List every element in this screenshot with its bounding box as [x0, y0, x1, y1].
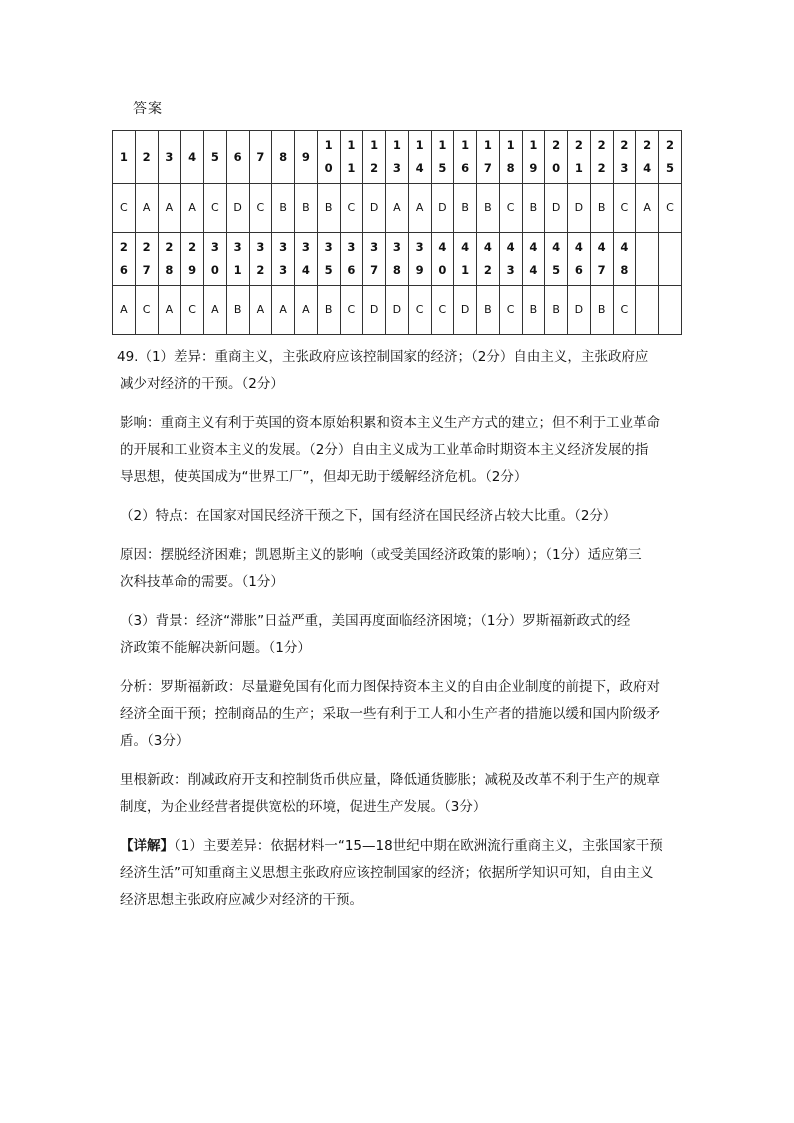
- answer-letter-cell: A: [181, 184, 204, 233]
- question-number-digit: 2: [665, 138, 674, 152]
- question-number-digit: 3: [233, 240, 242, 254]
- question-number-cell: [477, 233, 500, 286]
- question-number-cell: [568, 131, 591, 184]
- question-number-digit: 0: [552, 161, 561, 175]
- answer-letter-cell: C: [499, 286, 522, 335]
- question-number-digit: 2: [188, 240, 197, 254]
- question-number-digit: 0: [210, 263, 219, 277]
- answer-letter-cell: D: [568, 184, 591, 233]
- answer-letter-cell: D: [454, 286, 477, 335]
- question-number-digit: 7: [142, 263, 151, 277]
- question-number-digit: 8: [392, 263, 401, 277]
- question-number-digit: 3: [165, 149, 174, 164]
- answer-letter-cell: A: [158, 184, 181, 233]
- question-number-digit: 8: [506, 161, 515, 175]
- question-number-digit: 2: [119, 240, 128, 254]
- question-number-cell: [636, 233, 659, 286]
- question-number-digit: 1: [324, 138, 333, 152]
- question-number-cell: [226, 233, 249, 286]
- answer-letter-cell: B: [226, 286, 249, 335]
- question-number-digit: 2: [256, 263, 265, 277]
- question-number-digit: 2: [574, 138, 583, 152]
- question-number-digit: 2: [643, 138, 652, 152]
- text-line: 经济思想主张政府应减少对经济的干预。: [120, 892, 363, 908]
- question-number-digit: 8: [620, 263, 629, 277]
- question-number-digit: 4: [643, 161, 652, 175]
- question-number-digit: 5: [210, 149, 219, 164]
- question-number-digit: 6: [347, 263, 356, 277]
- question-number-digit: 3: [301, 240, 310, 254]
- question-number-digit: 5: [552, 263, 561, 277]
- answer-letter-row: [113, 184, 682, 233]
- answer-letter-cell: A: [295, 286, 318, 335]
- text-line: 里根新政：削减政府开支和控制货币供应量，降低通货膨胀；减税及改革不利于生产的规章: [120, 772, 660, 788]
- question-number-digit: 7: [370, 263, 379, 277]
- question-number-digit: 0: [438, 263, 447, 277]
- text-line: （2）特点：在国家对国民经济干预之下，国有经济在国民经济占较大比重。（2分）: [120, 508, 617, 524]
- question-number-digit: 3: [279, 263, 288, 277]
- text-line: 经济全面干预；控制商品的生产；采取一些有利于工人和小生产者的措施以缓和国内阶级矛: [120, 706, 660, 722]
- question-number-cell: [386, 233, 409, 286]
- text-line: 49.（1）差异：重商主义，主张政府应该控制国家的经济；（2分）自由主义，主张政府应: [117, 349, 649, 365]
- question-number-digit: 4: [438, 240, 447, 254]
- answer-letter-cell: D: [226, 184, 249, 233]
- answer-letter-cell: D: [363, 286, 386, 335]
- answer-letter-cell: A: [135, 184, 158, 233]
- question-number-digit: 3: [210, 240, 219, 254]
- question-number-cell: [477, 131, 500, 184]
- answer-letter-cell: B: [590, 184, 613, 233]
- text-line: 原因：摆脱经济困难；凯恩斯主义的影响（或受美国经济政策的影响）；（1分）适应第三: [120, 547, 642, 563]
- question-number-cell: [204, 131, 227, 184]
- text-line: 次科技革命的需要。（1分）: [120, 574, 284, 590]
- question-number-digit: 6: [461, 161, 470, 175]
- question-number-digit: 1: [438, 138, 447, 152]
- question-number-digit: 7: [483, 161, 492, 175]
- text-line: 的开展和工业资本主义的发展。（2分）自由主义成为工业革命时期资本主义经济发展的指: [120, 442, 649, 458]
- answer-letter-cell: B: [317, 286, 340, 335]
- answer-paragraph: [120, 767, 680, 821]
- answer-letter-cell: D: [431, 184, 454, 233]
- question-number-digit: 4: [620, 240, 629, 254]
- question-number-digit: 1: [392, 138, 401, 152]
- question-number-digit: 3: [415, 240, 424, 254]
- question-number-digit: 4: [506, 240, 515, 254]
- question-number-digit: 4: [301, 263, 310, 277]
- question-number-cell: [454, 131, 477, 184]
- question-number-cell: [386, 131, 409, 184]
- text-line: 减少对经济的干预。（2分）: [120, 376, 284, 392]
- question-number-cell: [317, 233, 340, 286]
- question-number-digit: 1: [529, 138, 538, 152]
- question-number-digit: 3: [506, 263, 515, 277]
- question-number-cell: [340, 131, 363, 184]
- question-number-row: [113, 131, 682, 184]
- answer-letter-cell: A: [386, 184, 409, 233]
- text-line: 盾。（3分）: [120, 733, 190, 749]
- question-number-digit: 9: [188, 263, 197, 277]
- question-number-cell: [158, 233, 181, 286]
- question-number-digit: 3: [347, 240, 356, 254]
- question-number-cell: [204, 233, 227, 286]
- question-number-cell: [568, 233, 591, 286]
- answer-letter-cell: C: [431, 286, 454, 335]
- question-number-cell: [590, 233, 613, 286]
- question-number-digit: 6: [233, 149, 242, 164]
- answer-letter-cell: B: [477, 286, 500, 335]
- question-number-digit: 2: [483, 263, 492, 277]
- answer-letter-cell: B: [317, 184, 340, 233]
- answer-letter-cell: B: [454, 184, 477, 233]
- text-line: 济政策不能解决新问题。（1分）: [120, 640, 311, 656]
- answer-letter-cell: C: [249, 184, 272, 233]
- question-number-digit: 1: [347, 138, 356, 152]
- question-number-digit: 5: [438, 161, 447, 175]
- question-number-cell: [272, 233, 295, 286]
- question-number-digit: 8: [165, 263, 174, 277]
- question-number-digit: 3: [324, 240, 333, 254]
- question-number-digit: 6: [119, 263, 128, 277]
- question-number-digit: 4: [574, 240, 583, 254]
- question-number-digit: 8: [279, 149, 288, 164]
- question-number-digit: 3: [620, 161, 629, 175]
- answer-letter-cell: D: [545, 184, 568, 233]
- question-number-digit: 1: [233, 263, 242, 277]
- answer-letter-cell: A: [636, 184, 659, 233]
- answer-letter-cell: A: [113, 286, 136, 335]
- question-number-cell: [317, 131, 340, 184]
- question-number-digit: 4: [483, 240, 492, 254]
- question-number-cell: [272, 131, 295, 184]
- question-number-cell: [363, 233, 386, 286]
- answer-letter-cell: A: [158, 286, 181, 335]
- question-number-cell: [408, 131, 431, 184]
- question-number-cell: [431, 131, 454, 184]
- question-number-cell: [522, 233, 545, 286]
- question-number-digit: 1: [461, 138, 470, 152]
- detail-label: 【详解】: [120, 838, 174, 854]
- question-number-cell: [613, 131, 636, 184]
- answer-letter-cell: C: [135, 286, 158, 335]
- question-number-digit: 2: [620, 138, 629, 152]
- question-number-cell: [181, 233, 204, 286]
- answer-letter-cell: B: [477, 184, 500, 233]
- question-number-cell: [135, 233, 158, 286]
- question-number-digit: 2: [370, 161, 379, 175]
- question-number-cell: [249, 233, 272, 286]
- question-number-cell: [499, 233, 522, 286]
- question-number-row: [113, 233, 682, 286]
- question-number-digit: 3: [279, 240, 288, 254]
- question-number-cell: [659, 131, 682, 184]
- question-number-cell: [636, 131, 659, 184]
- question-number-digit: 3: [370, 240, 379, 254]
- answer-letter-cell: B: [545, 286, 568, 335]
- question-number-digit: 4: [529, 240, 538, 254]
- answer-paragraph: [120, 503, 680, 530]
- question-number-digit: 1: [119, 149, 128, 164]
- question-number-cell: [545, 233, 568, 286]
- answer-letter-cell: C: [113, 184, 136, 233]
- answer-letter-cell: [659, 286, 682, 335]
- answer-paragraph: [120, 542, 680, 596]
- question-number-cell: [454, 233, 477, 286]
- text-line: 导思想，使英国成为“世界工厂”，但却无助于缓解经济危机。（2分）: [120, 469, 528, 485]
- question-number-cell: [363, 131, 386, 184]
- question-number-digit: 7: [256, 149, 265, 164]
- answer-letter-cell: A: [272, 286, 295, 335]
- question-number-digit: 9: [415, 263, 424, 277]
- question-number-cell: [340, 233, 363, 286]
- answer-letter-cell: [636, 286, 659, 335]
- answer-letter-cell: C: [408, 286, 431, 335]
- text-line: （3）背景：经济“滞胀”日益严重，美国再度面临经济困境；（1分）罗斯福新政式的经: [120, 613, 631, 629]
- answer-letter-cell: C: [613, 286, 636, 335]
- question-number-cell: [659, 233, 682, 286]
- text-line: 影响：重商主义有利于英国的资本原始积累和资本主义生产方式的建立；但不利于工业革命: [120, 415, 660, 431]
- question-number-cell: [135, 131, 158, 184]
- question-number-digit: 2: [552, 138, 561, 152]
- question-number-cell: [158, 131, 181, 184]
- answer-letter-cell: C: [659, 184, 682, 233]
- question-number-digit: 2: [142, 149, 151, 164]
- question-number-cell: [590, 131, 613, 184]
- text-line: 经济生活”可知重商主义思想主张政府应该控制国家的经济；依据所学知识可知，自由主义: [120, 865, 654, 881]
- question-number-digit: 7: [597, 263, 606, 277]
- question-number-digit: 2: [142, 240, 151, 254]
- answer-letter-cell: C: [613, 184, 636, 233]
- question-number-digit: 4: [529, 263, 538, 277]
- question-number-cell: [431, 233, 454, 286]
- answer-paragraph: [120, 674, 680, 755]
- question-number-cell: [113, 131, 136, 184]
- question-number-digit: 9: [529, 161, 538, 175]
- question-number-digit: 0: [324, 161, 333, 175]
- answer-letter-cell: D: [363, 184, 386, 233]
- question-number-cell: [295, 131, 318, 184]
- answer-letter-cell: C: [340, 286, 363, 335]
- question-number-digit: 4: [188, 149, 197, 164]
- answer-letter-cell: C: [340, 184, 363, 233]
- detail-text: （1）主要差异：依据材料一“15—18世纪中期在欧洲流行重商主义，主张国家干预: [174, 838, 663, 854]
- question-number-cell: [295, 233, 318, 286]
- question-number-cell: [545, 131, 568, 184]
- question-number-cell: [226, 131, 249, 184]
- answer-letter-cell: A: [204, 286, 227, 335]
- question-number-digit: 6: [574, 263, 583, 277]
- answer-text: [117, 344, 680, 914]
- question-number-digit: 5: [324, 263, 333, 277]
- question-number-digit: 1: [483, 138, 492, 152]
- question-number-digit: 4: [461, 240, 470, 254]
- answer-paragraph: [120, 410, 680, 491]
- answer-letter-cell: A: [249, 286, 272, 335]
- page-title: 答案: [133, 101, 163, 117]
- question-number-digit: 4: [597, 240, 606, 254]
- question-number-digit: 1: [506, 138, 515, 152]
- question-number-digit: 1: [370, 138, 379, 152]
- answer-letter-cell: B: [590, 286, 613, 335]
- text-line: 分析：罗斯福新政：尽量避免国有化而力图保持资本主义的自由企业制度的前提下，政府对: [120, 679, 660, 695]
- answer-paragraph: [117, 344, 680, 398]
- detail-paragraph: [120, 833, 680, 914]
- answer-letter-cell: B: [522, 286, 545, 335]
- answer-letter-cell: C: [181, 286, 204, 335]
- question-number-digit: 9: [301, 149, 310, 164]
- question-number-digit: 2: [597, 161, 606, 175]
- question-number-cell: [113, 233, 136, 286]
- question-number-cell: [499, 131, 522, 184]
- question-number-digit: 1: [415, 138, 424, 152]
- answer-letter-cell: B: [522, 184, 545, 233]
- answer-letter-cell: A: [408, 184, 431, 233]
- text-line: 制度，为企业经营者提供宽松的环境，促进生产发展。（3分）: [120, 799, 487, 815]
- question-number-digit: 1: [461, 263, 470, 277]
- question-number-cell: [181, 131, 204, 184]
- question-number-digit: 1: [347, 161, 356, 175]
- answer-letter-cell: B: [272, 184, 295, 233]
- question-number-cell: [522, 131, 545, 184]
- question-number-digit: 4: [552, 240, 561, 254]
- question-number-cell: [408, 233, 431, 286]
- question-number-digit: 3: [256, 240, 265, 254]
- answer-letter-cell: C: [499, 184, 522, 233]
- question-number-digit: 2: [165, 240, 174, 254]
- answer-letter-cell: D: [568, 286, 591, 335]
- answer-paragraph: [120, 608, 680, 662]
- question-number-cell: [249, 131, 272, 184]
- answer-letter-row: [113, 286, 682, 335]
- text-line: [120, 833, 680, 860]
- question-number-cell: [613, 233, 636, 286]
- answer-letter-cell: C: [204, 184, 227, 233]
- question-number-digit: 3: [392, 240, 401, 254]
- question-number-digit: 1: [574, 161, 583, 175]
- question-number-digit: 3: [392, 161, 401, 175]
- question-number-digit: 4: [415, 161, 424, 175]
- answer-table: [112, 130, 682, 335]
- answer-letter-cell: D: [386, 286, 409, 335]
- answer-letter-cell: B: [295, 184, 318, 233]
- question-number-digit: 5: [665, 161, 674, 175]
- question-number-digit: 2: [597, 138, 606, 152]
